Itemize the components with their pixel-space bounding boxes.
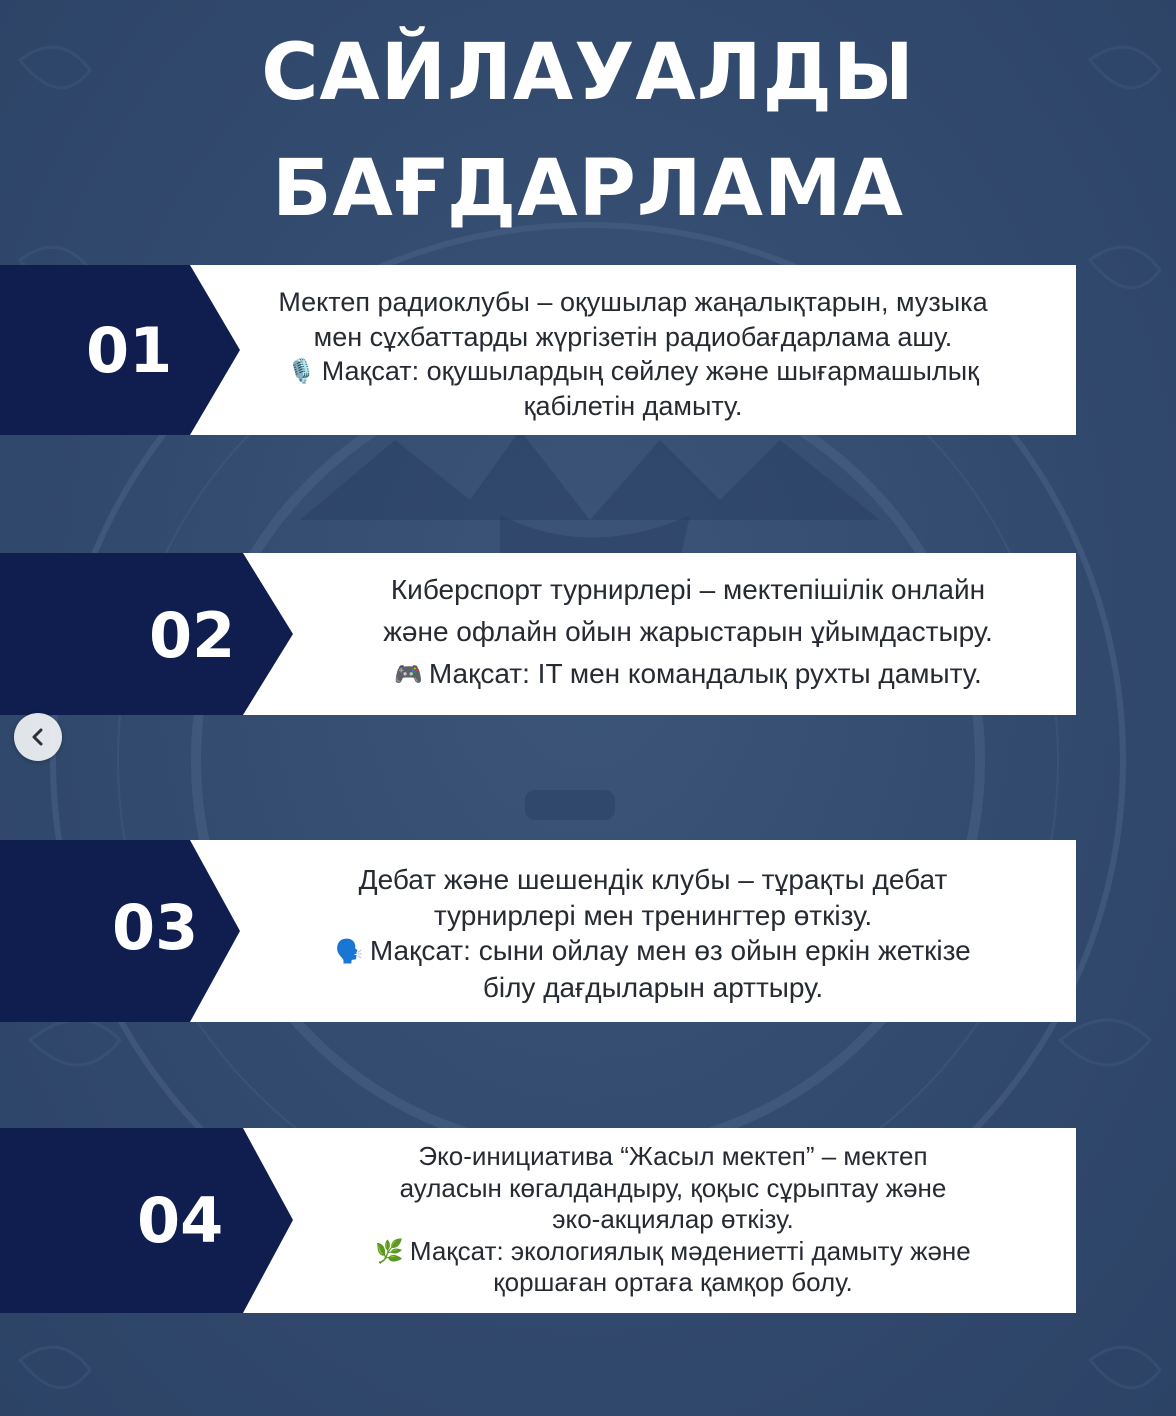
item-description: Киберспорт турнирлері – мектепішілік онлайн және офлайн ойын жарыстарын ұйымдастыру. 🎮 Мақсат: IT мен командалық рухты дамыту. <box>300 569 1076 695</box>
item-description: Эко-инициатива “Жасыл мектеп” – мектеп ауласын көгалдандыру, қоқыс сұрыптау және эко-акциялар өткізу. 🌿 Мақсат: экологиялық мәдениетті дамыту және қоршаған ортаға қамқор болу. <box>375 1141 971 1297</box>
item-description: Мектеп радиоклубы – оқушылар жаңалықтарын, музыка мен сұхбаттарды жүргізетін радиобағдарлама ашу. 🎙️ Мақсат: оқушылардың сөйлеу және шығармашылық қабілетін дамыту. <box>278 287 988 421</box>
carousel-prev-button[interactable] <box>14 713 62 761</box>
item-number: 01 <box>86 314 173 387</box>
gamepad-icon: 🎮 <box>394 661 423 687</box>
item-description: Дебат және шешендік клубы – тұрақты дебат турнирлері мен тренингтер өткізу. 🗣️ Мақсат: сыни ойлау мен өз ойын еркін жеткізе білу дағдыларын арттыру. <box>335 864 971 1003</box>
item-number: 02 <box>149 599 236 672</box>
herb-icon: 🌿 <box>375 1237 404 1264</box>
chevron-left-icon <box>27 726 49 748</box>
page-title-line-2: БАҒДАРЛАМА <box>272 144 904 234</box>
page-title-line-1: САЙЛАУАЛДЫ <box>261 28 915 118</box>
microphone-icon: 🎙️ <box>287 358 316 384</box>
speaking-head-icon: 🗣️ <box>335 938 364 964</box>
item-number: 04 <box>137 1184 224 1257</box>
item-number: 03 <box>112 891 199 964</box>
